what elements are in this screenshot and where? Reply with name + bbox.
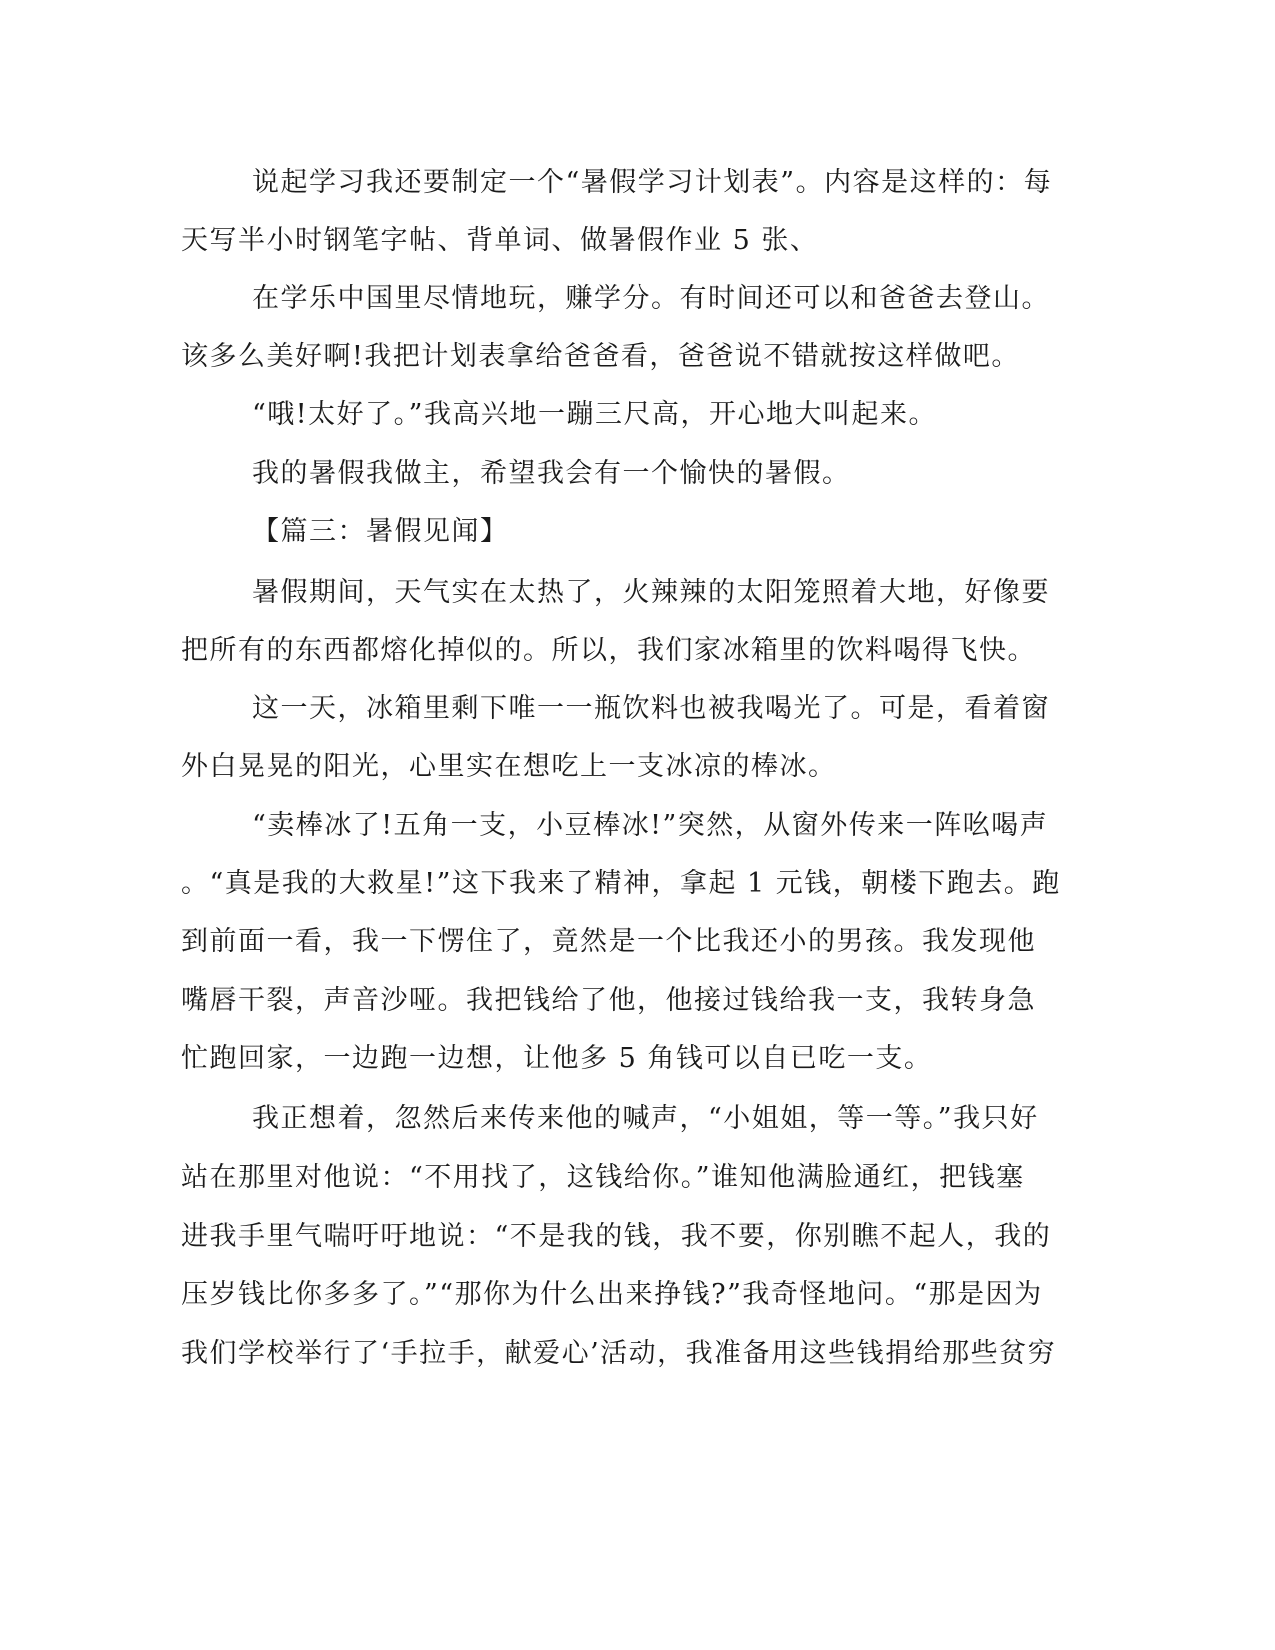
- text-line: 忙跑回家，一边跑一边想，让他多 5 角钱可以自已吃一支。: [181, 1043, 933, 1074]
- text-line: 外白晃晃的阳光，心里实在想吃上一支冰凉的棒冰。: [181, 751, 837, 782]
- text-line: 。“真是我的大救星!”这下我来了精神，拿起 1 元钱，朝楼下跑去。跑: [181, 868, 1061, 899]
- text-line: 说起学习我还要制定一个“暑假学习计划表”。内容是这样的：每: [252, 167, 1053, 198]
- text-line: 暑假期间，天气实在太热了，火辣辣的太阳笼照着大地，好像要: [252, 577, 1050, 608]
- text-line: 我们学校举行了‘手拉手，献爱心’活动，我准备用这些钱捐给那些贫穷: [181, 1338, 1057, 1369]
- text-line: 进我手里气喘吁吁地说：“不是我的钱，我不要，你别瞧不起人，我的: [181, 1221, 1052, 1252]
- text-line: 压岁钱比你多多了。”“那你为什么出来挣钱?”我奇怪地问。“那是因为: [181, 1279, 1043, 1310]
- text-line: 到前面一看，我一下愣住了，竟然是一个比我还小的男孩。我发现他: [181, 926, 1036, 957]
- text-line: 站在那里对他说：“不用找了，这钱给你。”谁知他满脸通红，把钱塞: [181, 1162, 1025, 1193]
- section-heading: 【篇三：暑假见闻】: [252, 516, 509, 547]
- text-line: 嘴唇干裂，声音沙哑。我把钱给了他，他接过钱给我一支，我转身急: [181, 985, 1036, 1016]
- text-line: 天写半小时钢笔字帖、背单词、做暑假作业 5 张、: [181, 225, 819, 256]
- text-line: 该多么美好啊!我把计划表拿给爸爸看，爸爸说不错就按这样做吧。: [181, 341, 1020, 372]
- text-line: 我正想着，忽然后来传来他的喊声，“小姐姐，等一等。”我只好: [252, 1103, 1039, 1134]
- text-line: 我的暑假我做主，希望我会有一个愉快的暑假。: [252, 458, 851, 489]
- text-line: “哦!太好了。”我高兴地一蹦三尺高，开心地大叫起来。: [252, 399, 937, 430]
- text-line: 在学乐中国里尽情地玩，赚学分。有时间还可以和爸爸去登山。: [252, 283, 1050, 314]
- text-line: 把所有的东西都熔化掉似的。所以，我们家冰箱里的饮料喝得飞快。: [181, 635, 1036, 666]
- text-line: 这一天，冰箱里剩下唯一一瓶饮料也被我喝光了。可是，看着窗: [252, 693, 1050, 724]
- text-line: “卖棒冰了!五角一支，小豆棒冰!”突然，从窗外传来一阵吆喝声: [252, 810, 1049, 841]
